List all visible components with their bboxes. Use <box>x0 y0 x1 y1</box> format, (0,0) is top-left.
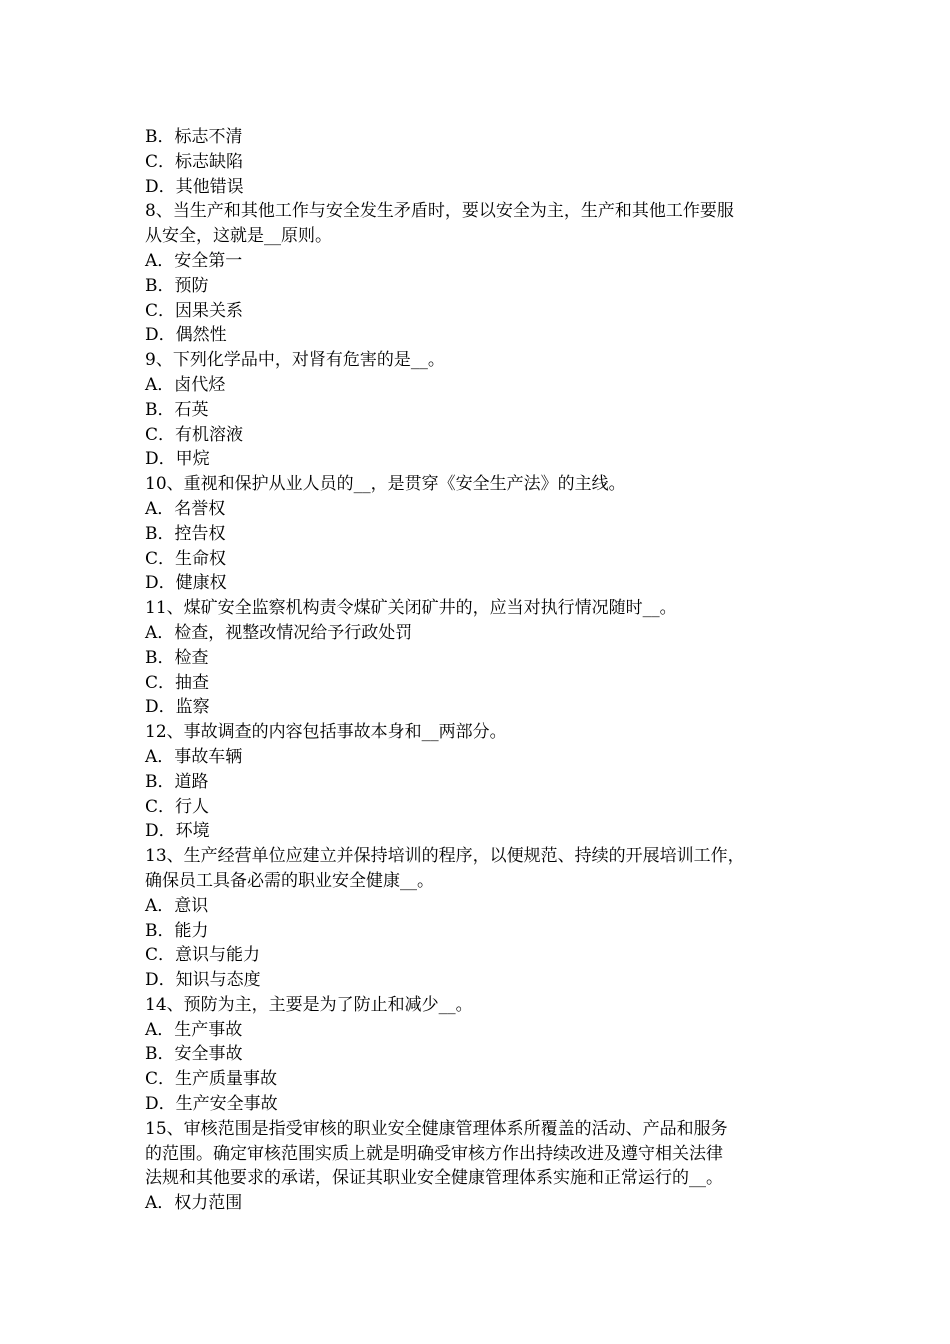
answer-option: D．健康权 <box>145 573 227 594</box>
answer-option: A．事故车辆 <box>145 746 243 767</box>
answer-option: B．安全事故 <box>145 1044 243 1065</box>
answer-option: A．卤代烃 <box>145 374 226 395</box>
answer-option: C．抽查 <box>145 672 210 693</box>
question-line: 8、当生产和其他工作与安全发生矛盾时，要以安全为主，生产和其他工作要服 <box>145 201 734 222</box>
document-body <box>145 125 825 1216</box>
answer-option: B．预防 <box>145 275 209 296</box>
answer-option: D．其他错误 <box>145 176 244 197</box>
question-text <box>145 596 825 621</box>
question-line: 14、预防为主，主要是为了防止和减少__。 <box>145 994 473 1015</box>
answer-option: D．偶然性 <box>145 325 227 346</box>
question-line: 13、生产经营单位应建立并保持培训的程序，以便规范、持续的开展培训工作， <box>145 846 745 867</box>
answer-option: D．环境 <box>145 821 210 842</box>
answer-option: D．甲烷 <box>145 449 210 470</box>
question-text <box>145 199 825 249</box>
answer-option: A．名誉权 <box>145 498 226 519</box>
answer-option: B．标志不清 <box>145 127 243 147</box>
answer-option: B．能力 <box>145 920 209 941</box>
answer-option: C．意识与能力 <box>145 945 261 966</box>
answer-option: C．行人 <box>145 796 210 817</box>
answer-option: C．生产质量事故 <box>145 1069 278 1090</box>
answer-option: A．权力范围 <box>145 1193 243 1214</box>
answer-option: A．生产事故 <box>145 1019 243 1040</box>
answer-option: D．生产安全事故 <box>145 1094 278 1115</box>
question-text <box>145 472 825 497</box>
question-line: 11、煤矿安全监察机构责令煤矿关闭矿井的，应当对执行情况随时__。 <box>145 598 677 619</box>
answer-option: B．控告权 <box>145 523 226 544</box>
answer-option: C．标志缺陷 <box>145 151 244 172</box>
answer-option: C．因果关系 <box>145 300 244 321</box>
question-line: 12、事故调查的内容包括事故本身和__两部分。 <box>145 722 507 743</box>
question-text <box>145 348 825 373</box>
question-line: 的范围。确定审核范围实质上就是明确受审核方作出持续改进及遵守相关法律 <box>145 1143 723 1164</box>
question-line: 9、下列化学品中，对肾有危害的是__。 <box>145 350 445 371</box>
question-text <box>145 993 825 1018</box>
answer-option: B．道路 <box>145 771 209 792</box>
question-line: 确保员工具备必需的职业安全健康__。 <box>145 870 434 891</box>
answer-option: B．石英 <box>145 399 209 420</box>
question-line: 从安全，这就是__原则。 <box>145 226 332 247</box>
answer-option: C．有机溶液 <box>145 424 244 445</box>
question-text <box>145 720 825 745</box>
answer-option: A．检查，视整改情况给予行政处罚 <box>145 622 413 643</box>
question-line: 15、审核范围是指受审核的职业安全健康管理体系所覆盖的活动、产品和服务 <box>145 1118 728 1139</box>
question-text <box>145 1117 825 1191</box>
answer-option: D．监察 <box>145 697 210 718</box>
answer-option: D．知识与态度 <box>145 970 261 991</box>
answer-option: B．检查 <box>145 647 209 668</box>
answer-option: A．意识 <box>145 895 209 916</box>
question-line: 10、重视和保护从业人员的__，是贯穿《安全生产法》的主线。 <box>145 474 626 495</box>
question-text <box>145 844 825 894</box>
answer-option: A．安全第一 <box>145 250 243 271</box>
answer-option: C．生命权 <box>145 548 227 569</box>
question-line: 法规和其他要求的承诺，保证其职业安全健康管理体系实施和正常运行的__。 <box>145 1168 723 1189</box>
